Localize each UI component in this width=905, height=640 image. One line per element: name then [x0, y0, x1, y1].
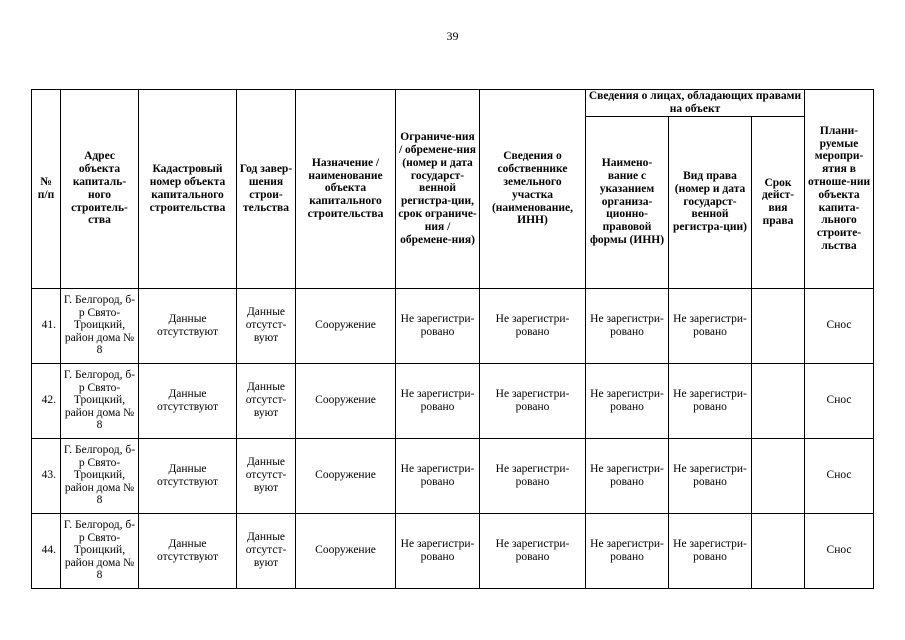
row-purpose: Сооружение: [296, 438, 396, 513]
header-rights-group: Сведения о лицах, обладающих правами на объект: [586, 90, 805, 117]
row-address: Г. Белгород, б-р Свято-Троицкий, район дома № 8: [61, 363, 139, 438]
row-restrictions: Не зарегистри-ровано: [396, 363, 480, 438]
row-holder-name: Не зарегистри-ровано: [586, 363, 669, 438]
row-holder-name: Не зарегистри-ровано: [586, 513, 669, 588]
row-right-term: [752, 513, 805, 588]
capital-objects-table: [31, 89, 874, 589]
row-planned: Снос: [805, 363, 874, 438]
row-num: 43.: [32, 438, 61, 513]
row-right-term: [752, 288, 805, 363]
row-year: Данные отсутст-вуют: [237, 513, 296, 588]
row-purpose: Сооружение: [296, 288, 396, 363]
row-right-term: [752, 363, 805, 438]
header-right-type: Вид права (номер и дата государст-венной регистра-ции): [669, 116, 752, 288]
table-row: [32, 438, 874, 513]
row-address: Г. Белгород, б-р Свято-Троицкий, район дома № 8: [61, 513, 139, 588]
row-address: Г. Белгород, б-р Свято-Троицкий, район дома № 8: [61, 438, 139, 513]
header-purpose: Назначение / наименование объекта капитального строительства: [296, 90, 396, 289]
row-num: 44.: [32, 513, 61, 588]
row-year: Данные отсутст-вуют: [237, 288, 296, 363]
row-right-term: [752, 438, 805, 513]
row-purpose: Сооружение: [296, 363, 396, 438]
header-address: Адрес объекта капиталь-ного строитель-ства: [61, 90, 139, 289]
table-row: [32, 288, 874, 363]
row-cadastral: Данные отсутствуют: [139, 288, 237, 363]
header-year: Год завер-шения строи-тельства: [237, 90, 296, 289]
row-planned: Снос: [805, 438, 874, 513]
row-land-owner: Не зарегистри-ровано: [480, 513, 586, 588]
table-row: [32, 363, 874, 438]
row-restrictions: Не зарегистри-ровано: [396, 288, 480, 363]
header-right-term: Срок дейст-вия права: [752, 116, 805, 288]
row-holder-name: Не зарегистри-ровано: [586, 288, 669, 363]
row-cadastral: Данные отсутствуют: [139, 438, 237, 513]
table-row: [32, 513, 874, 588]
row-cadastral: Данные отсутствуют: [139, 513, 237, 588]
row-num: 42.: [32, 363, 61, 438]
row-restrictions: Не зарегистри-ровано: [396, 438, 480, 513]
row-right-type: Не зарегистри-ровано: [669, 363, 752, 438]
row-year: Данные отсутст-вуют: [237, 363, 296, 438]
header-planned: Плани-руемые меропри-ятия в отноше-нии объекта капита-льного строите-льства: [805, 90, 874, 289]
row-purpose: Сооружение: [296, 513, 396, 588]
row-cadastral: Данные отсутствуют: [139, 363, 237, 438]
row-land-owner: Не зарегистри-ровано: [480, 288, 586, 363]
row-land-owner: Не зарегистри-ровано: [480, 438, 586, 513]
row-restrictions: Не зарегистри-ровано: [396, 513, 480, 588]
row-right-type: Не зарегистри-ровано: [669, 513, 752, 588]
header-restrictions: Ограниче-ния / обремене-ния (номер и дата государст-венной регистра-ции, срок ограниче-ния / обремене-ния): [396, 90, 480, 289]
header-num: № п/п: [32, 90, 61, 289]
row-year: Данные отсутст-вуют: [237, 438, 296, 513]
row-land-owner: Не зарегистри-ровано: [480, 363, 586, 438]
row-right-type: Не зарегистри-ровано: [669, 438, 752, 513]
header-holder-name: Наимено-вание с указанием организа-ционно-правовой формы (ИНН): [586, 116, 669, 288]
row-planned: Снос: [805, 288, 874, 363]
header-row-top: [32, 90, 874, 117]
page-number: 39: [446, 29, 459, 43]
row-address: Г. Белгород, б-р Свято-Троицкий, район дома № 8: [61, 288, 139, 363]
row-holder-name: Не зарегистри-ровано: [586, 438, 669, 513]
row-right-type: Не зарегистри-ровано: [669, 288, 752, 363]
row-planned: Снос: [805, 513, 874, 588]
header-land-owner: Сведения о собственнике земельного участка (наименование, ИНН): [480, 90, 586, 289]
header-cadastral: Кадастровый номер объекта капитального строительства: [139, 90, 237, 289]
row-num: 41.: [32, 288, 61, 363]
